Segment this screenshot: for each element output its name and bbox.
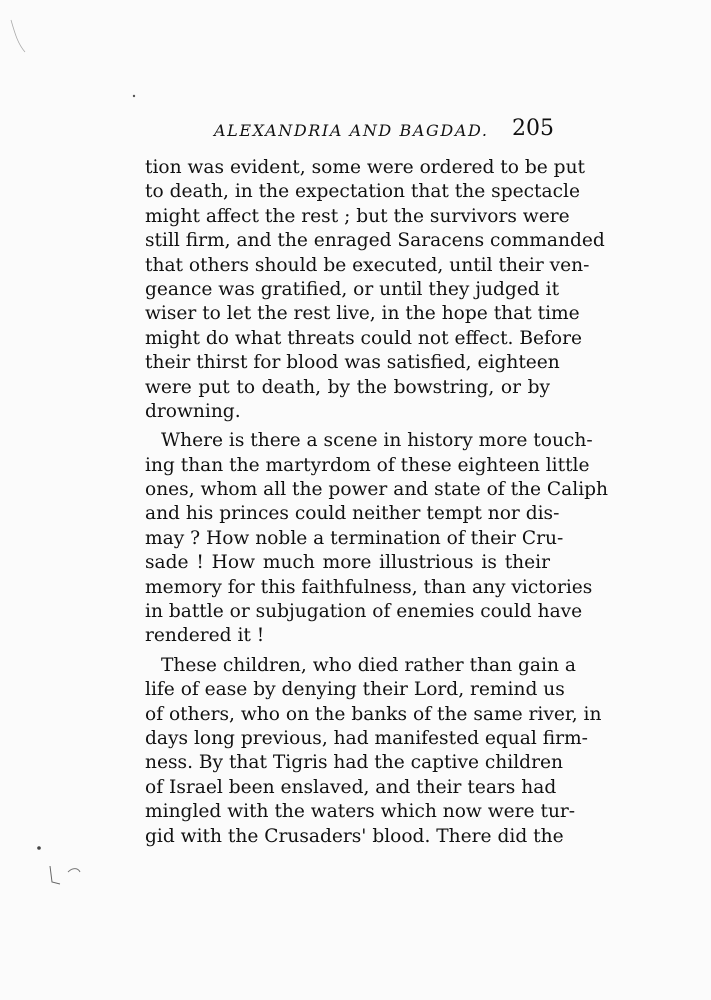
paragraph-3 <box>145 654 602 849</box>
text-line: days long previous, had manifested equal firm- <box>145 727 588 749</box>
text-line: sade ! How much more illustrious is their <box>145 552 550 574</box>
text-line: mingled with the waters which now were tur- <box>145 801 576 823</box>
text-line: memory for this faithfulness, than any victories <box>145 576 593 598</box>
text-line: might affect the rest ; but the survivors were <box>145 205 570 227</box>
text-line: of Israel been enslaved, and their tears had <box>145 776 557 798</box>
text-line: Where is there a scene in history more touch- <box>161 430 593 452</box>
text-line: in battle or subjugation of enemies could have <box>145 601 583 623</box>
ink-mark <box>11 20 25 52</box>
text-line: that others should be executed, until their ven- <box>145 254 590 276</box>
ink-speck <box>37 846 41 850</box>
text-line: ing than the martyrdom of these eighteen little <box>145 454 590 476</box>
text-line: of others, who on the banks of the same river, in <box>145 703 602 725</box>
text-line: wiser to let the rest live, in the hope that time <box>145 303 580 325</box>
paragraph-1 <box>145 156 605 424</box>
text-line: might do what threats could not effect. Before <box>145 327 583 349</box>
text-line: These children, who died rather than gain a <box>161 654 576 676</box>
running-title: ALEXANDRIA AND BAGDAD. <box>214 121 489 140</box>
text-line: life of ease by denying their Lord, remind us <box>145 679 565 701</box>
ink-mark <box>50 866 60 884</box>
ink-mark <box>68 869 80 872</box>
text-line: and his princes could neither tempt nor dis- <box>145 503 560 525</box>
text-line: gid with the Crusaders' blood. There did the <box>145 825 564 847</box>
text-line: were put to death, by the bowstring, or by <box>145 376 550 398</box>
text-line: to death, in the expectation that the spectacle <box>145 181 580 203</box>
text-line: their thirst for blood was satisfied, eighteen <box>145 352 560 374</box>
page-number: 205 <box>512 116 554 141</box>
text-line: drowning. <box>145 400 241 422</box>
text-line: ness. By that Tigris had the captive children <box>145 752 563 774</box>
text-line: ones, whom all the power and state of the Caliph <box>145 479 609 501</box>
text-line: geance was gratified, or until they judged it <box>145 278 560 300</box>
paragraph-2 <box>145 429 609 649</box>
ink-speck <box>133 95 135 97</box>
text-line: may ? How noble a termination of their Cru- <box>145 527 564 549</box>
page-header <box>214 116 554 143</box>
text-line: still firm, and the enraged Saracens commanded <box>145 230 605 252</box>
body-text <box>145 156 609 866</box>
text-line: rendered it ! <box>145 625 265 647</box>
text-line: tion was evident, some were ordered to be put <box>145 157 586 178</box>
